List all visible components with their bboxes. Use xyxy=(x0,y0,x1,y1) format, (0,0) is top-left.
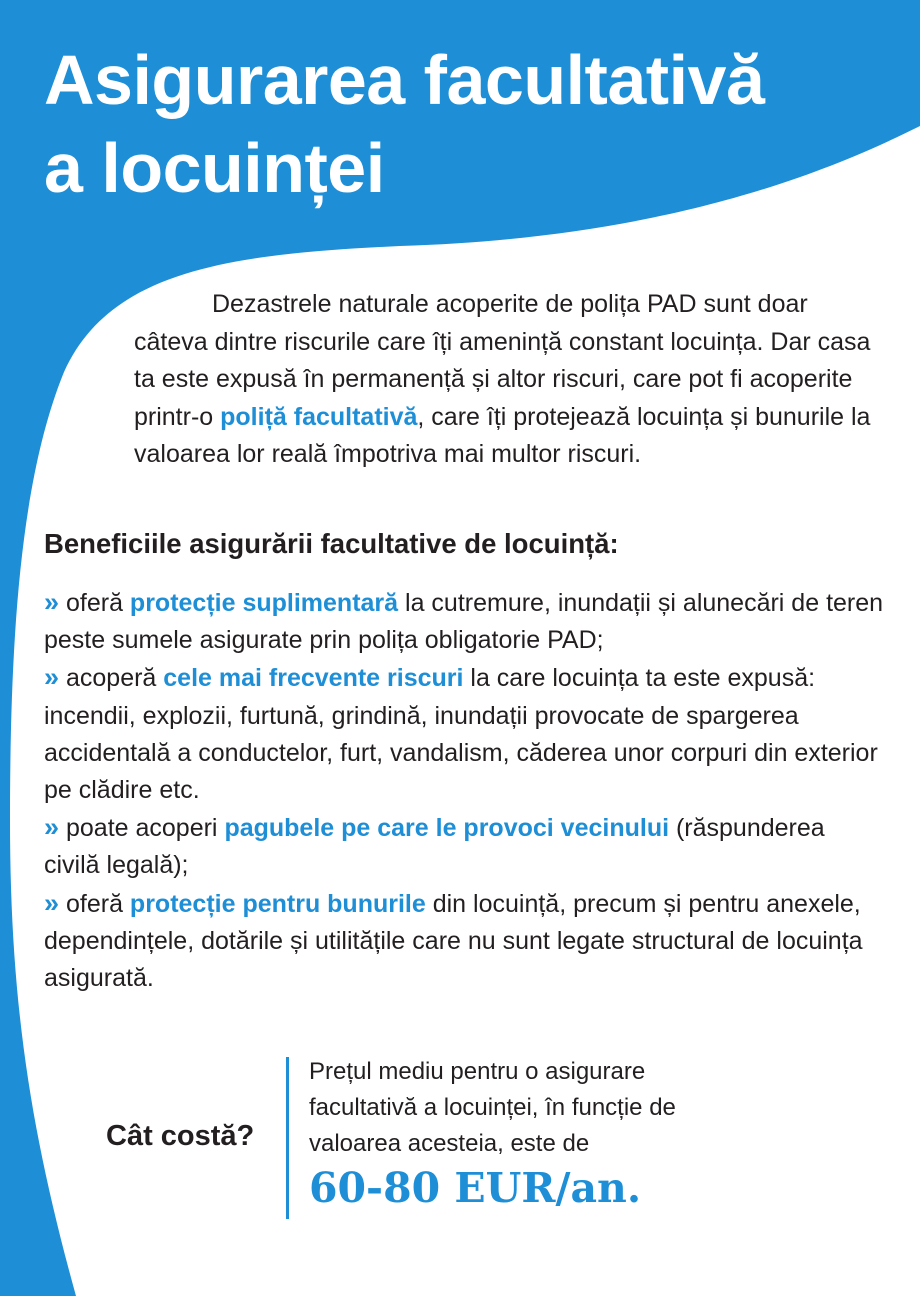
benefits-list xyxy=(44,584,884,997)
benefit-item xyxy=(44,885,884,998)
benefit-highlight: protecție suplimentară xyxy=(129,589,399,617)
cost-question: Cât costă? xyxy=(106,1120,255,1152)
cost-description xyxy=(309,1054,789,1162)
benefit-highlight: pagubele pe care le provoci vecinului xyxy=(224,814,670,843)
title-line-2: a locuinței xyxy=(44,129,385,207)
benefit-text-after: la cutremure, inundații și alunecări de teren peste sumele asigurate prin polița obligatorie PAD; xyxy=(44,589,884,655)
benefits-heading: Beneficiile asigurării facultative de locuință: xyxy=(44,528,619,559)
bullet-arrow-icon: » xyxy=(44,587,60,617)
intro-text-before: Dezastrele naturale acoperite de polița PAD sunt doar câteva dintre riscurile care îți amenință constant locuința. Dar casa ta este expusă în permanență și altor riscuri, care pot fi acoperite printr-o xyxy=(134,290,871,431)
intro-highlight: poliță facultativă xyxy=(220,402,418,431)
benefit-text-before: poate acoperi xyxy=(65,814,225,843)
cost-line-3: valoarea acesteia, este de xyxy=(309,1130,590,1157)
benefit-item xyxy=(44,659,884,809)
bullet-arrow-icon: » xyxy=(44,812,60,843)
intro-text-after: , care îți protejează locuința și bunurile la valoarea lor reală împotriva mai multor riscuri. xyxy=(134,402,871,468)
benefit-highlight: cele mai frecvente riscuri xyxy=(163,664,464,693)
bullet-arrow-icon: » xyxy=(44,662,60,693)
title-line-1: Asigurarea facultativă xyxy=(44,41,765,119)
benefit-text-before: acoperă xyxy=(65,664,164,693)
benefit-highlight: protecție pentru bunurile xyxy=(129,889,426,918)
page-title xyxy=(44,36,764,212)
cost-price: 60-80 EUR/an. xyxy=(309,1164,642,1212)
benefit-text-after: din locuință, precum și pentru anexele, dependințele, dotările și utilitățile care nu sunt legate structural de locuința asigurată. xyxy=(44,889,863,993)
cost-line-2: facultativă a locuinței, în funcție de xyxy=(309,1094,676,1121)
benefit-text-before: oferă xyxy=(65,889,130,918)
benefit-text-after: la care locuința ta este expusă: incendii, explozii, furtună, grindină, inundații provocate de spargerea accidentală a conductelor, furt, vandalism, căderea unor corpuri din exterior pe clădire etc. xyxy=(44,664,878,805)
intro-paragraph xyxy=(134,286,874,474)
benefit-text-after: (răspunderea civilă legală); xyxy=(44,814,825,880)
benefit-item xyxy=(44,584,884,659)
cost-line-1: Prețul mediu pentru o asigurare xyxy=(309,1058,646,1085)
cost-divider xyxy=(286,1057,289,1219)
bullet-arrow-icon: » xyxy=(44,887,60,918)
benefit-item xyxy=(44,809,884,884)
benefit-text-before: oferă xyxy=(65,589,130,617)
